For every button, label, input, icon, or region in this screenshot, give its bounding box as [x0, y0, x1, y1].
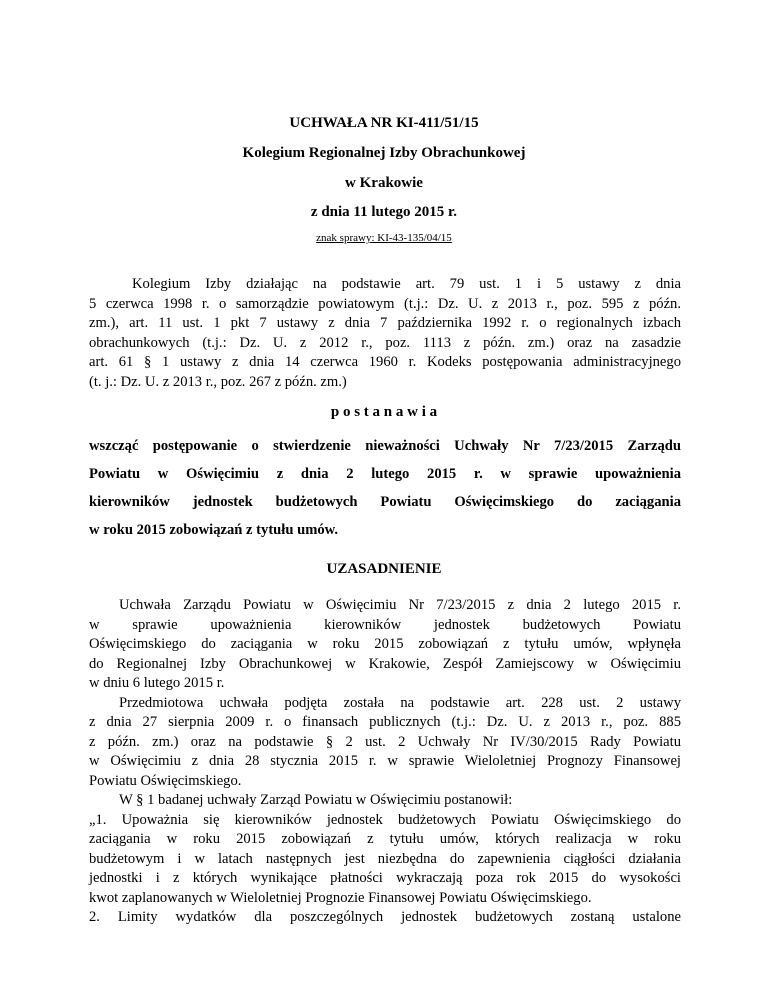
justification-line: jednostki i z których wynikające płatności wykraczają poza rok 2015 do wysokości: [89, 870, 681, 886]
justification-line: w sprawie upoważnienia kierowników jednostek budżetowych Powiatu: [89, 616, 681, 633]
justification-line: W § 1 badanej uchwały Zarząd Powiatu w Oświęcimiu postanowił:: [119, 792, 513, 808]
justification-line: budżetowym i w latach następnych jest niezbędna do zapewnienia ciągłości działania: [89, 850, 681, 867]
intro-line: (t. j.: Dz. U. z 2013 r., poz. 267 z późn. zm.): [89, 373, 347, 390]
justification-title: UZASADNIENIE: [326, 561, 442, 577]
justification-line: w dniu 6 lutego 2015 r.: [89, 675, 225, 691]
intro-paragraph: [89, 275, 681, 392]
justification-line: 2. Limity wydatków dla poszczególnych jednostek budżetowych zostaną ustalone: [89, 909, 681, 925]
justification-line: zaciągania w roku 2015 zobowiązań z tytułu umów, których realizacja w roku: [89, 831, 681, 847]
justification-line: „1. Upoważnia się kierowników jednostek budżetowych Powiatu Oświęcimskiego do: [89, 811, 681, 828]
decision-line: wszcząć postępowanie o stwierdzenie nieważności Uchwały Nr 7/23/2015 Zarządu: [89, 438, 681, 454]
intro-line: art. 61 § 1 ustawy z dnia 14 czerwca 1960 r. Kodeks postępowania administracyjnego: [89, 354, 681, 370]
decision-word: p o s t a n a w i a: [330, 404, 438, 420]
intro-line: Kolegium Izby działając na podstawie art. 79 ust. 1 i 5 ustawy z dnia: [132, 276, 681, 292]
justification-line: do Regionalnej Izby Obrachunkowej w Krakowie, Zespół Zamiejscowy w Oświęcimiu: [89, 655, 681, 672]
justification-line: Przedmiotowa uchwała podjęta została na podstawie art. 228 ust. 2 ustawy: [119, 694, 681, 711]
justification-line: Powiatu Oświęcimskiego.: [89, 772, 242, 789]
decision-line: Powiatu w Oświęcimiu z dnia 2 lutego 2015 r. w sprawie upoważnienia: [89, 466, 681, 482]
issuing-city: w Krakowie: [345, 175, 423, 191]
justification-line: z późn. zm.) oraz na podstawie § 2 ust. 2 Uchwały Nr IV/30/2015 Rady Powiatu: [89, 733, 681, 750]
case-reference: znak sprawy: KI-43-135/04/15: [316, 232, 452, 244]
justification-line: kwot zaplanowanych w Wieloletniej Prognozie Finansowej Powiatu Oświęcimskiego.: [89, 889, 592, 906]
justification-line: Oświęcimskiego do zaciągania w roku 2015 zobowiązań z tytułu umów, wpłynęła: [89, 636, 681, 652]
justification-line: Uchwała Zarządu Powiatu w Oświęcimiu Nr 7/23/2015 z dnia 2 lutego 2015 r.: [119, 597, 681, 613]
resolution-date: z dnia 11 lutego 2015 r.: [310, 204, 458, 220]
decision-line: kierowników jednostek budżetowych Powiatu Oświęcimskiego do zaciągania: [89, 494, 681, 510]
decision-line: w roku 2015 zobowiązań z tytułu umów.: [89, 522, 339, 538]
intro-line: 5 czerwca 1998 r. o samorządzie powiatowym (t.j.: Dz. U. z 2013 r., poz. 595 z późn.: [89, 295, 681, 312]
justification-line: z dnia 27 sierpnia 2009 r. o finansach publicznych (t.j.: Dz. U. z 2013 r., poz. 885: [89, 714, 681, 730]
justification-paragraph: [89, 596, 681, 928]
resolution-title: UCHWAŁA NR KI-411/51/15: [289, 115, 479, 131]
justification-line: w Oświęcimiu z dnia 28 stycznia 2015 r. w sprawie Wieloletniej Prognozy Finansowej: [89, 753, 681, 769]
decision-paragraph: [89, 432, 681, 544]
intro-line: zm.), art. 11 ust. 1 pkt 7 ustawy z dnia 7 października 1992 r. o regionalnych izbach: [89, 315, 681, 331]
issuing-body: Kolegium Regionalnej Izby Obrachunkowej: [242, 145, 526, 161]
intro-line: obrachunkowych (t.j.: Dz. U. z 2012 r., poz. 1113 z późn. zm.) oraz na zasadzie: [89, 334, 681, 351]
